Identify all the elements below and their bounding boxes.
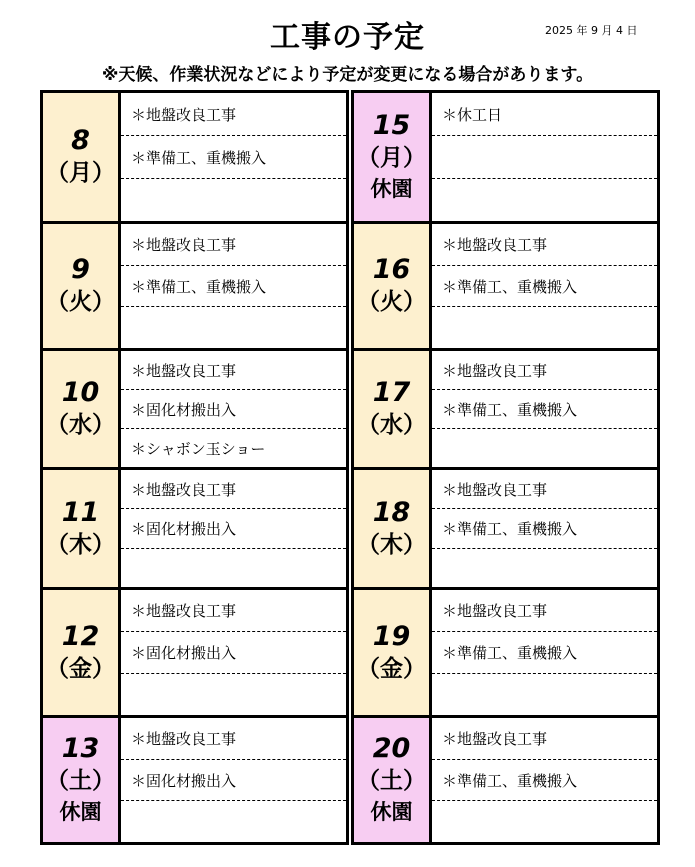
day-row (351, 467, 660, 590)
weekday-label: （金） (357, 655, 426, 682)
day-number: 9 (71, 254, 90, 285)
task-item: ＊固化材搬出入 (121, 632, 346, 674)
day-row (351, 715, 660, 845)
task-item (432, 179, 657, 221)
task-list (432, 590, 657, 715)
task-item: ＊地盤改良工事 (121, 93, 346, 136)
day-number: 20 (372, 733, 411, 764)
closed-label: 休園 (59, 800, 102, 824)
weekday-label: （火） (46, 289, 115, 315)
task-list (432, 351, 657, 467)
task-item (432, 549, 657, 587)
weekday-label: （水） (357, 412, 426, 438)
day-label (43, 470, 121, 587)
task-item: ＊準備工、重機搬入 (432, 509, 657, 548)
closed-label: 休園 (370, 177, 413, 201)
schedule-notice: ※天候、作業状況などにより予定が変更になる場合があります。 (101, 65, 594, 85)
day-number: 19 (372, 620, 411, 652)
task-item: ＊準備工、重機搬入 (121, 136, 346, 179)
task-list (432, 718, 657, 842)
day-row (40, 467, 349, 590)
day-number: 18 (372, 496, 411, 528)
day-number: 17 (372, 377, 411, 408)
day-row (40, 221, 349, 351)
day-label (354, 224, 432, 348)
weekday-label: （月） (357, 145, 426, 171)
task-item: ＊固化材搬出入 (121, 390, 346, 429)
task-item: ＊地盤改良工事 (432, 470, 657, 509)
day-row (40, 587, 349, 718)
task-list (121, 351, 346, 467)
day-label (43, 718, 121, 842)
day-number: 10 (61, 377, 100, 408)
task-list (432, 470, 657, 587)
task-item: ＊シャボン玉ショー (131, 439, 266, 458)
weekday-label: （木） (357, 531, 426, 558)
weekday-label: （月） (46, 160, 115, 186)
task-item: ＊地盤改良工事 (432, 224, 657, 266)
day-number: 13 (61, 733, 100, 764)
day-row (351, 587, 660, 718)
task-item (432, 136, 657, 179)
day-label (354, 590, 432, 715)
task-item: ＊地盤改良工事 (121, 224, 346, 266)
day-label (43, 590, 121, 715)
weekday-label: （水） (46, 412, 115, 438)
day-label (354, 470, 432, 587)
day-number: 16 (372, 254, 411, 285)
task-list (121, 590, 346, 715)
weekday-label: （土） (46, 768, 115, 794)
task-list (432, 224, 657, 348)
task-item (121, 307, 346, 348)
task-list (432, 93, 657, 221)
task-item: ＊地盤改良工事 (121, 470, 346, 509)
day-row (40, 90, 349, 224)
right-column (351, 90, 660, 848)
day-row (351, 90, 660, 224)
day-label (43, 224, 121, 348)
task-item: ＊地盤改良工事 (121, 590, 346, 632)
task-item: ＊準備工、重機搬入 (432, 760, 657, 802)
left-column (40, 90, 349, 848)
task-item: ＊準備工、重機搬入 (432, 390, 657, 429)
closed-label: 休園 (370, 800, 413, 824)
day-row (40, 348, 349, 470)
task-item: ＊休工日 (432, 93, 657, 136)
task-list (121, 93, 346, 221)
weekday-label: （木） (46, 531, 115, 558)
day-row (351, 221, 660, 351)
schedule-grid (40, 90, 660, 848)
day-label (354, 351, 432, 467)
task-item (432, 307, 657, 348)
task-item: ＊地盤改良工事 (121, 718, 346, 760)
task-list (121, 470, 346, 587)
task-item (121, 549, 346, 587)
day-label (354, 93, 432, 221)
task-item (432, 674, 657, 715)
task-item: ＊地盤改良工事 (432, 590, 657, 632)
page-title: 工事の予定 (270, 20, 425, 55)
day-number: 12 (61, 620, 100, 652)
task-item (121, 801, 346, 842)
day-row (351, 348, 660, 470)
weekday-label: （土） (357, 768, 426, 794)
day-label (43, 93, 121, 221)
task-item (432, 429, 657, 467)
task-item: ＊固化材搬出入 (121, 509, 346, 548)
day-label (354, 718, 432, 842)
task-list (121, 224, 346, 348)
task-item: ＊固化材搬出入 (121, 760, 346, 802)
weekday-label: （金） (46, 655, 115, 682)
task-item (432, 801, 657, 842)
task-item (121, 179, 346, 221)
day-label (43, 351, 121, 467)
task-item: ＊地盤改良工事 (432, 718, 657, 760)
day-number: 11 (61, 496, 100, 528)
day-number: 15 (372, 110, 411, 141)
day-number: 8 (71, 125, 90, 156)
task-item: ＊地盤改良工事 (121, 351, 346, 390)
task-list (121, 718, 346, 842)
task-item: ＊準備工、重機搬入 (121, 266, 346, 308)
task-item: ＊準備工、重機搬入 (432, 632, 657, 674)
weekday-label: （火） (357, 289, 426, 315)
day-row (40, 715, 349, 845)
task-item: ＊地盤改良工事 (432, 351, 657, 390)
publish-date: 2025 年 9 月 4 日 (545, 24, 638, 37)
task-item (121, 674, 346, 715)
task-item: ＊準備工、重機搬入 (432, 266, 657, 308)
